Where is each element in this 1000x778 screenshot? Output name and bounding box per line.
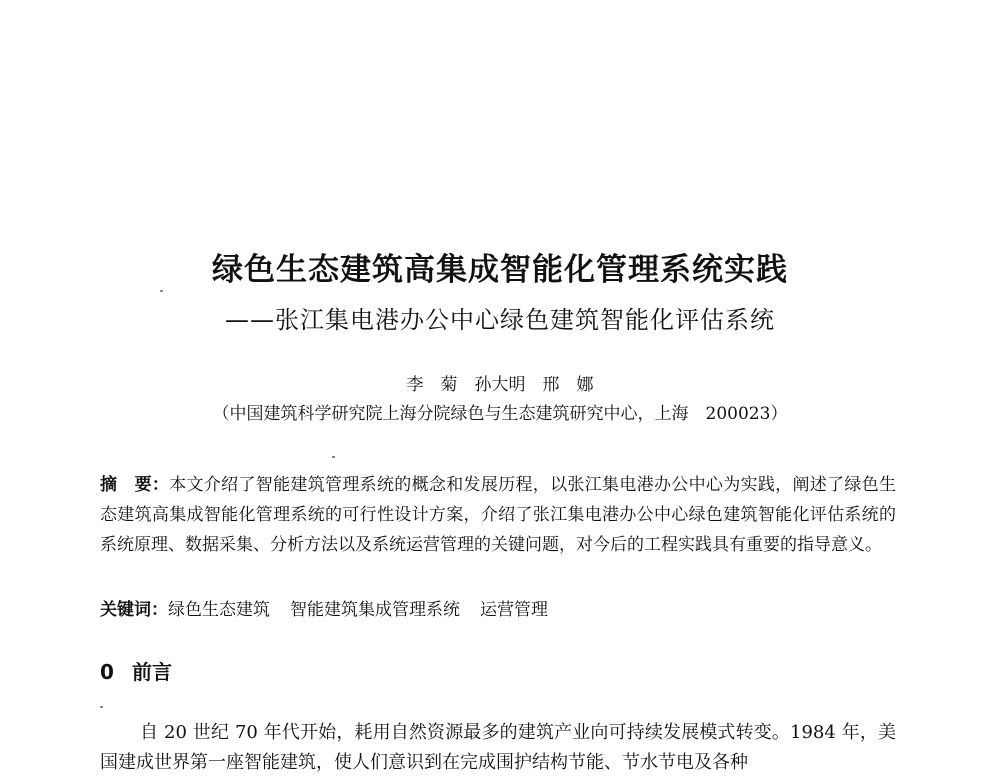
paper-subtitle: ——张江集电港办公中心绿色建筑智能化评估系统 [225,306,775,334]
abstract [100,470,896,560]
body-paragraph: 自 20 世纪 70 年代开始，耗用自然资源最多的建筑产业向可持续发展模式转变。1984 年，美国建成世界第一座智能建筑，使人们意识到在完成围护结构节能、节水节电及各种 [100,722,896,773]
keywords-label: 关键词： [100,600,168,620]
abstract-text: 本文介绍了智能建筑管理系统的概念和发展历程，以张江集电港办公中心为实践，阐述了绿色生态建筑高集成智能化管理系统的可行性设计方案，介绍了张江集电港办公中心绿色建筑智能化评估系统的系统原理、数据采集、分析方法以及系统运营管理的关键问题，对今后的工程实践具有重要的指导意义。 [100,475,897,555]
keyword-item: 运营管理 [480,600,548,620]
scan-speck [332,456,335,458]
scan-speck [100,706,103,708]
scan-speck [160,290,163,292]
keyword-item: 绿色生态建筑 [168,600,270,620]
author-affiliation: （中国建筑科学研究院上海分院绿色与生态建筑研究中心，上海 200023） [212,404,788,424]
section-heading [100,656,172,685]
paper-title: 绿色生态建筑高集成智能化管理系统实践 [212,252,788,288]
keyword-item: 智能建筑集成管理系统 [290,600,460,620]
section-title: 前言 [132,660,172,684]
author-list: 李 菊 孙大明 邢 娜 [406,375,594,395]
keywords [100,595,900,620]
abstract-label: 摘 要： [100,475,170,495]
section-number: 0 [100,660,114,684]
